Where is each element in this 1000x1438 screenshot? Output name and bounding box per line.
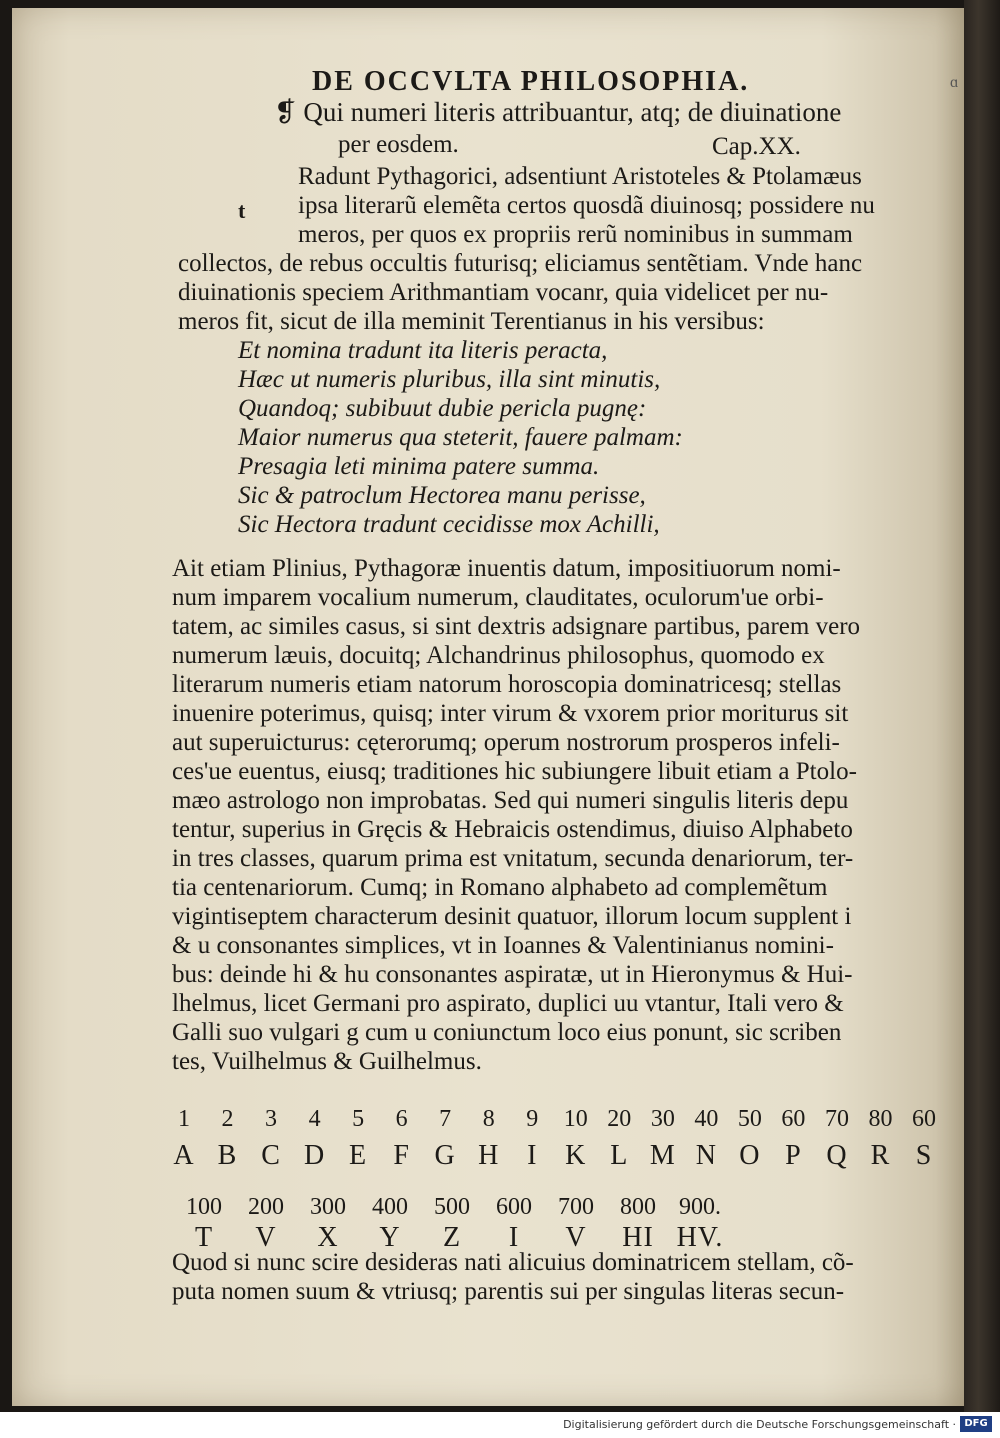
table1-letter-cell: S — [915, 1140, 933, 1171]
prose2-line: lhelmus, licet Germani pro aspirato, duplici uu vtantur, Itali vero & — [172, 990, 844, 1017]
table1-number-cell: 10 — [563, 1106, 588, 1132]
table1-number-cell: 9 — [526, 1106, 539, 1132]
margin-mark: t — [238, 198, 246, 223]
table1-letter-cell: K — [565, 1140, 587, 1171]
prose3-line: puta nomen suum & vtriusq; parentis sui per singulas literas secun- — [172, 1278, 845, 1305]
prose2-line: in tres classes, quarum prima est vnitatum, secunda denariorum, ter- — [172, 845, 854, 872]
prose2-line: & u consonantes simplices, vt in Ioannes & Valentinianus nomini- — [172, 932, 834, 959]
chapter-heading-line-1 — [274, 98, 841, 127]
prose2-line: num imparem vocalium numerum, clauditates, oculorum'ue orbi- — [172, 584, 824, 611]
prose1-line: diuinationis speciem Arithmantiam vocanr, quia videlicet per nu- — [178, 279, 829, 306]
verses-line: Quandoq; subibuut dubie pericla pugnę: — [238, 395, 647, 422]
chapter-heading-line-2: per eosdem. — [338, 131, 459, 158]
table1-letter-cell: Q — [826, 1140, 848, 1171]
table1-number-cell: 20 — [607, 1106, 632, 1132]
chapter-heading-text: Qui numeri literis attribuantur, atq; de diuinatione — [303, 97, 842, 127]
table1-letter-cell: E — [349, 1140, 368, 1171]
table2-letter-cell: I — [508, 1222, 520, 1253]
table1-number-cell: 70 — [824, 1106, 849, 1132]
prose2-line: Ait etiam Plinius, Pythagoræ inuentis datum, impositiuorum nomi- — [172, 555, 841, 582]
table2-number-cell: 700 — [558, 1194, 594, 1220]
table1-letter-cell: C — [261, 1140, 281, 1171]
table1-letter-cell: L — [610, 1140, 629, 1171]
table1-letter-cell: I — [527, 1140, 538, 1171]
prose2-line: Galli suo vulgari g cum u coniunctum loco eius ponunt, sic scriben — [172, 1019, 842, 1046]
table1-number-cell: 2 — [221, 1106, 234, 1132]
table1-letter-cell: M — [649, 1140, 676, 1171]
table1-letter-cell: O — [739, 1140, 761, 1171]
paragraph-mark-icon: ❡ — [274, 97, 297, 127]
book-gutter — [964, 0, 1000, 1412]
chapter-number: Cap.XX. — [712, 133, 801, 160]
table1-number-cell: 30 — [650, 1106, 675, 1132]
table1-letter-cell: A — [173, 1140, 195, 1171]
footer-credit: Digitalisierung gefördert durch die Deutsche Forschungsgemeinschaft · — [563, 1418, 956, 1431]
table1-letter-cell: F — [393, 1140, 410, 1171]
page-mark: ɑ — [950, 74, 959, 91]
table2-number-cell: 800 — [620, 1194, 656, 1220]
prose2-line: literarum numeris etiam natorum horoscopia dominatricesq; stellas — [172, 671, 842, 698]
table1-letter-cell: D — [303, 1140, 326, 1171]
verses-line: Sic & patroclum Hectorea manu perisse, — [238, 482, 646, 509]
table1-number-cell: 40 — [694, 1106, 719, 1132]
prose2-line: numerum læuis, docuitq; Alchandrinus philosophus, quomodo ex — [172, 642, 825, 669]
table1-number-cell: 7 — [439, 1106, 452, 1132]
table2-number-cell: 500 — [434, 1194, 470, 1220]
verses-line: Sic Hectora tradunt cecidisse mox Achilli, — [238, 511, 660, 538]
prose1-line: collectos, de rebus occultis futurisq; eliciamus sentẽtiam. Vnde hanc — [178, 250, 863, 277]
table1-letter-cell: G — [434, 1140, 456, 1171]
book-page — [12, 8, 964, 1406]
table2-number-cell: 600 — [496, 1194, 532, 1220]
table2-letter-cell: Z — [442, 1222, 462, 1253]
table2-letter-cell: X — [317, 1222, 339, 1253]
prose1-line: ipsa literarũ elemẽta certos quosdã diuinosq; possidere nu — [298, 192, 875, 219]
table1-number-cell: 6 — [395, 1106, 408, 1132]
table1-letter-cell: N — [695, 1140, 717, 1171]
verses-line: Hæc ut numeris pluribus, illa sint minutis, — [238, 366, 661, 393]
table2-letter-cell: T — [194, 1222, 214, 1253]
table1-number-cell: 1 — [178, 1106, 190, 1132]
table1-number-cell: 8 — [482, 1106, 495, 1132]
prose2-line: tatem, ac similes casus, si sint dextris adsignare partibus, parem vero — [172, 613, 861, 640]
verses-line: Presagia leti minima patere summa. — [238, 453, 600, 480]
prose2-line: bus: deinde hi & hu consonantes aspiratæ, ut in Hieronymus & Hui- — [172, 961, 853, 988]
table2-number-cell: 400 — [372, 1194, 408, 1220]
prose2-line: mæo astrologo non improbatas. Sed qui numeri singulis literis depu — [172, 787, 849, 814]
prose2-line: tia centenariorum. Cumq; in Romano alphabeto ad complemẽtum — [172, 874, 828, 901]
table2-number-cell: 300 — [310, 1194, 346, 1220]
page-text — [12, 8, 964, 1406]
table1-number-cell: 50 — [737, 1106, 762, 1132]
table1-number-cell: 60 — [781, 1106, 806, 1132]
table1-number-cell: 5 — [352, 1106, 365, 1132]
table2-letter-cell: HV. — [676, 1222, 724, 1253]
table2-letter-cell: Y — [379, 1222, 401, 1253]
table2-number-cell: 100 — [186, 1194, 222, 1220]
table2-letter-cell: V — [255, 1222, 277, 1253]
verses-line: Et nomina tradunt ita literis peracta, — [238, 337, 608, 364]
running-title: DE OCCVLTA PHILOSOPHIA. — [312, 66, 750, 97]
prose1-line: meros fit, sicut de illa meminit Terentianus in his versibus: — [178, 308, 765, 335]
table1-number-cell: 4 — [308, 1106, 321, 1132]
prose2-line: tes, Vuilhelmus & Guilhelmus. — [172, 1048, 482, 1075]
table2-number-cell: 900. — [679, 1194, 721, 1220]
table1-number-cell: 60 — [912, 1106, 936, 1132]
prose2-line: vigintiseptem characterum desinit quatuor, illorum locum supplent i — [172, 903, 852, 930]
table2-letter-cell: V — [565, 1222, 587, 1253]
table2-letter-cell: HI — [622, 1222, 654, 1253]
prose2-line: inuenire poterimus, quisq; inter virum & vxorem prior moriturus sit — [172, 700, 849, 727]
prose2-line: tentur, superius in Gręcis & Hebraicis ostendimus, diuiso Alphabeto — [172, 816, 853, 843]
prose3-line: Quod si nunc scire desideras nati alicuius dominatricem stellam, cõ- — [172, 1249, 854, 1276]
footer — [0, 1412, 1000, 1438]
prose1-line: meros, per quos ex propriis rerũ nominibus in summam — [298, 221, 853, 248]
table1-letter-cell: B — [217, 1140, 238, 1171]
prose1-line: Radunt Pythagorici, adsentiunt Aristoteles & Ptolamæus — [298, 163, 862, 190]
prose2-line: aut superuicturus: cęterorumq; operum nostrorum prosperos infeli- — [172, 729, 840, 756]
table2-number-cell: 200 — [248, 1194, 284, 1220]
prose2-line: ces'ue euentus, eiusq; traditiones hic subiungere libuit etiam a Ptolo- — [172, 758, 857, 785]
dfg-logo-icon: DFG — [960, 1416, 992, 1432]
table1-letter-cell: H — [478, 1140, 500, 1171]
table1-number-cell: 3 — [265, 1106, 278, 1132]
table1-letter-cell: P — [785, 1140, 802, 1171]
table1-letter-cell: R — [870, 1140, 891, 1171]
table1-number-cell: 80 — [868, 1106, 893, 1132]
verses-line: Maior numerus qua steterit, fauere palmam: — [238, 424, 683, 451]
